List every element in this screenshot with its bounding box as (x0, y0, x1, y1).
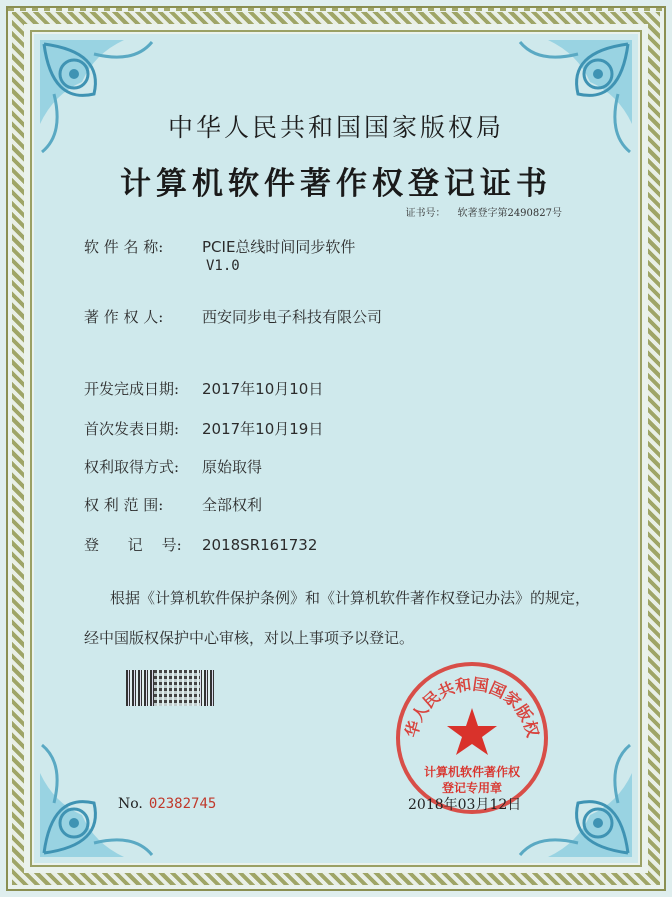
field-value: PCIE总线时间同步软件 (202, 238, 356, 256)
issuing-authority: 中华人民共和国国家版权局 (167, 113, 504, 142)
certificate-title: 计算机软件著作权登记证书 (120, 166, 552, 202)
certificate-number-value: 软著登字第2490827号 (457, 208, 562, 219)
field-value: 2018SR161732 (202, 536, 318, 554)
issue-date: 2018年03月12日 (408, 797, 522, 813)
field-label: 开发完成日期: (84, 380, 180, 398)
star-icon (447, 708, 497, 755)
seal-line-1: 计算机软件著作权 (423, 765, 521, 779)
field-label: 登 记 号: (84, 536, 182, 554)
corner-ornament-icon (34, 34, 164, 164)
field-label: 权 利 范 围: (84, 496, 164, 514)
serial-number-label: No. (118, 796, 143, 812)
field-value: 2017年10月19日 (202, 420, 324, 438)
field-development-date (84, 378, 323, 399)
corner-ornament-icon (508, 34, 638, 164)
qr-code-icon (154, 670, 200, 706)
serial-number-value: 02382745 (148, 796, 217, 812)
legal-statement: 根据《计算机软件保护条例》和《计算机软件著作权登记办法》的规定，经中国版权保护中心审核，对以上事项予以登记。 (84, 589, 591, 647)
field-rights-scope (84, 494, 262, 515)
field-label: 权利取得方式: (84, 458, 180, 476)
field-value: 全部权利 (202, 496, 263, 514)
field-value: 2017年10月10日 (202, 380, 324, 398)
seal-ring-text: 华人民共和国国家版权 (401, 674, 543, 740)
field-registration-number (84, 534, 317, 555)
field-label: 著 作 权 人: (84, 308, 164, 326)
field-label: 首次发表日期: (84, 420, 180, 438)
field-software-version: V1.0 (206, 258, 240, 274)
seal-line-2: 登记专用章 (441, 781, 503, 795)
field-copyright-owner (84, 306, 382, 327)
field-value: 原始取得 (202, 458, 263, 476)
field-publication-date (84, 418, 323, 439)
field-label: 软 件 名 称: (84, 238, 164, 256)
field-software-name (84, 236, 355, 257)
field-acquisition-method (84, 456, 262, 477)
certificate-number-label: 证书号： (405, 208, 446, 219)
serial-number (118, 796, 216, 812)
certificate-number (405, 204, 562, 219)
field-value: 西安同步电子科技有限公司 (202, 308, 383, 326)
